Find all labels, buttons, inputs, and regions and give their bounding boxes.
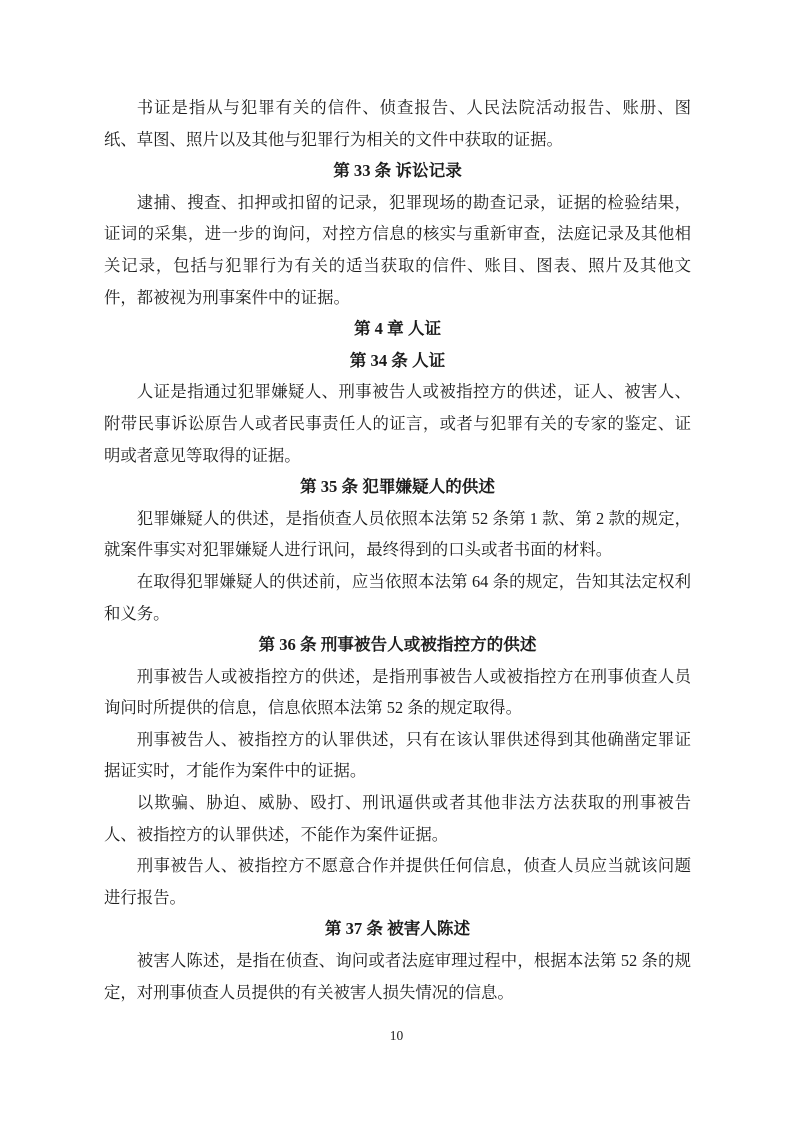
paragraph-suspect-statement-2: 在取得犯罪嫌疑人的供述前，应当依照本法第 64 条的规定，告知其法定权利和义务。	[104, 571, 691, 623]
paragraph-testimonial-evidence: 人证是指通过犯罪嫌疑人、刑事被告人或被指控方的供述，证人、被害人、附带民事诉讼原告人或者民事责任人的证言，或者与犯罪有关的专家的鉴定、证明或者意见等取得的证据。	[104, 382, 691, 465]
heading-article-36: 第 36 条 刑事被告人或被指控方的供述	[258, 635, 537, 655]
heading-article-34: 第 34 条 人证	[349, 350, 446, 370]
paragraph-litigation-records: 逮捕、搜查、扣押或扣留的记录，犯罪现场的勘查记录，证据的检验结果，证词的采集，进一步的询问，对控方信息的核实与重新审查，法庭记录及其他相关记录，包括与犯罪行为有关的适当获取的信件、账目、图表、照片及其他文件，都被视为刑事案件中的证据。	[104, 192, 691, 307]
paragraph-defendant-statement-1: 刑事被告人或被指控方的供述，是指刑事被告人或被指控方在刑事侦查人员询问时所提供的信息，信息依照本法第 52 条的规定取得。	[104, 666, 691, 718]
paragraph-defendant-statement-4: 刑事被告人、被指控方不愿意合作并提供任何信息，侦查人员应当就该问题进行报告。	[104, 856, 691, 907]
heading-chapter-4: 第 4 章 人证	[353, 319, 442, 339]
paragraph-documentary-evidence: 书证是指从与犯罪有关的信件、侦查报告、人民法院活动报告、账册、图纸、草图、照片以及其他与犯罪行为相关的文件中获取的证据。	[104, 98, 691, 149]
heading-article-33: 第 33 条 诉讼记录	[333, 161, 462, 181]
paragraph-defendant-statement-2: 刑事被告人、被指控方的认罪供述，只有在该认罪供述得到其他确凿定罪证据证实时，才能作为案件中的证据。	[104, 729, 691, 781]
page-footer	[0, 1026, 793, 1046]
paragraph-victim-statement: 被害人陈述，是指在侦查、询问或者法庭审理过程中，根据本法第 52 条的规定，对刑事侦查人员提供的有关被害人损失情况的信息。	[104, 951, 691, 1002]
paragraph-suspect-statement-1: 犯罪嫌疑人的供述，是指侦查人员依照本法第 52 条第 1 款、第 2 款的规定，就案件事实对犯罪嫌疑人进行讯问，最终得到的口头或者书面的材料。	[104, 508, 691, 560]
heading-article-37: 第 37 条 被害人陈述	[324, 919, 471, 939]
page-number: 10	[389, 1028, 404, 1043]
paragraph-defendant-statement-3: 以欺骗、胁迫、威胁、殴打、刑讯逼供或者其他非法方法获取的刑事被告人、被指控方的认罪供述，不能作为案件证据。	[104, 793, 691, 844]
page-body-text	[104, 92, 691, 1008]
heading-article-35: 第 35 条 犯罪嫌疑人的供述	[300, 477, 495, 497]
